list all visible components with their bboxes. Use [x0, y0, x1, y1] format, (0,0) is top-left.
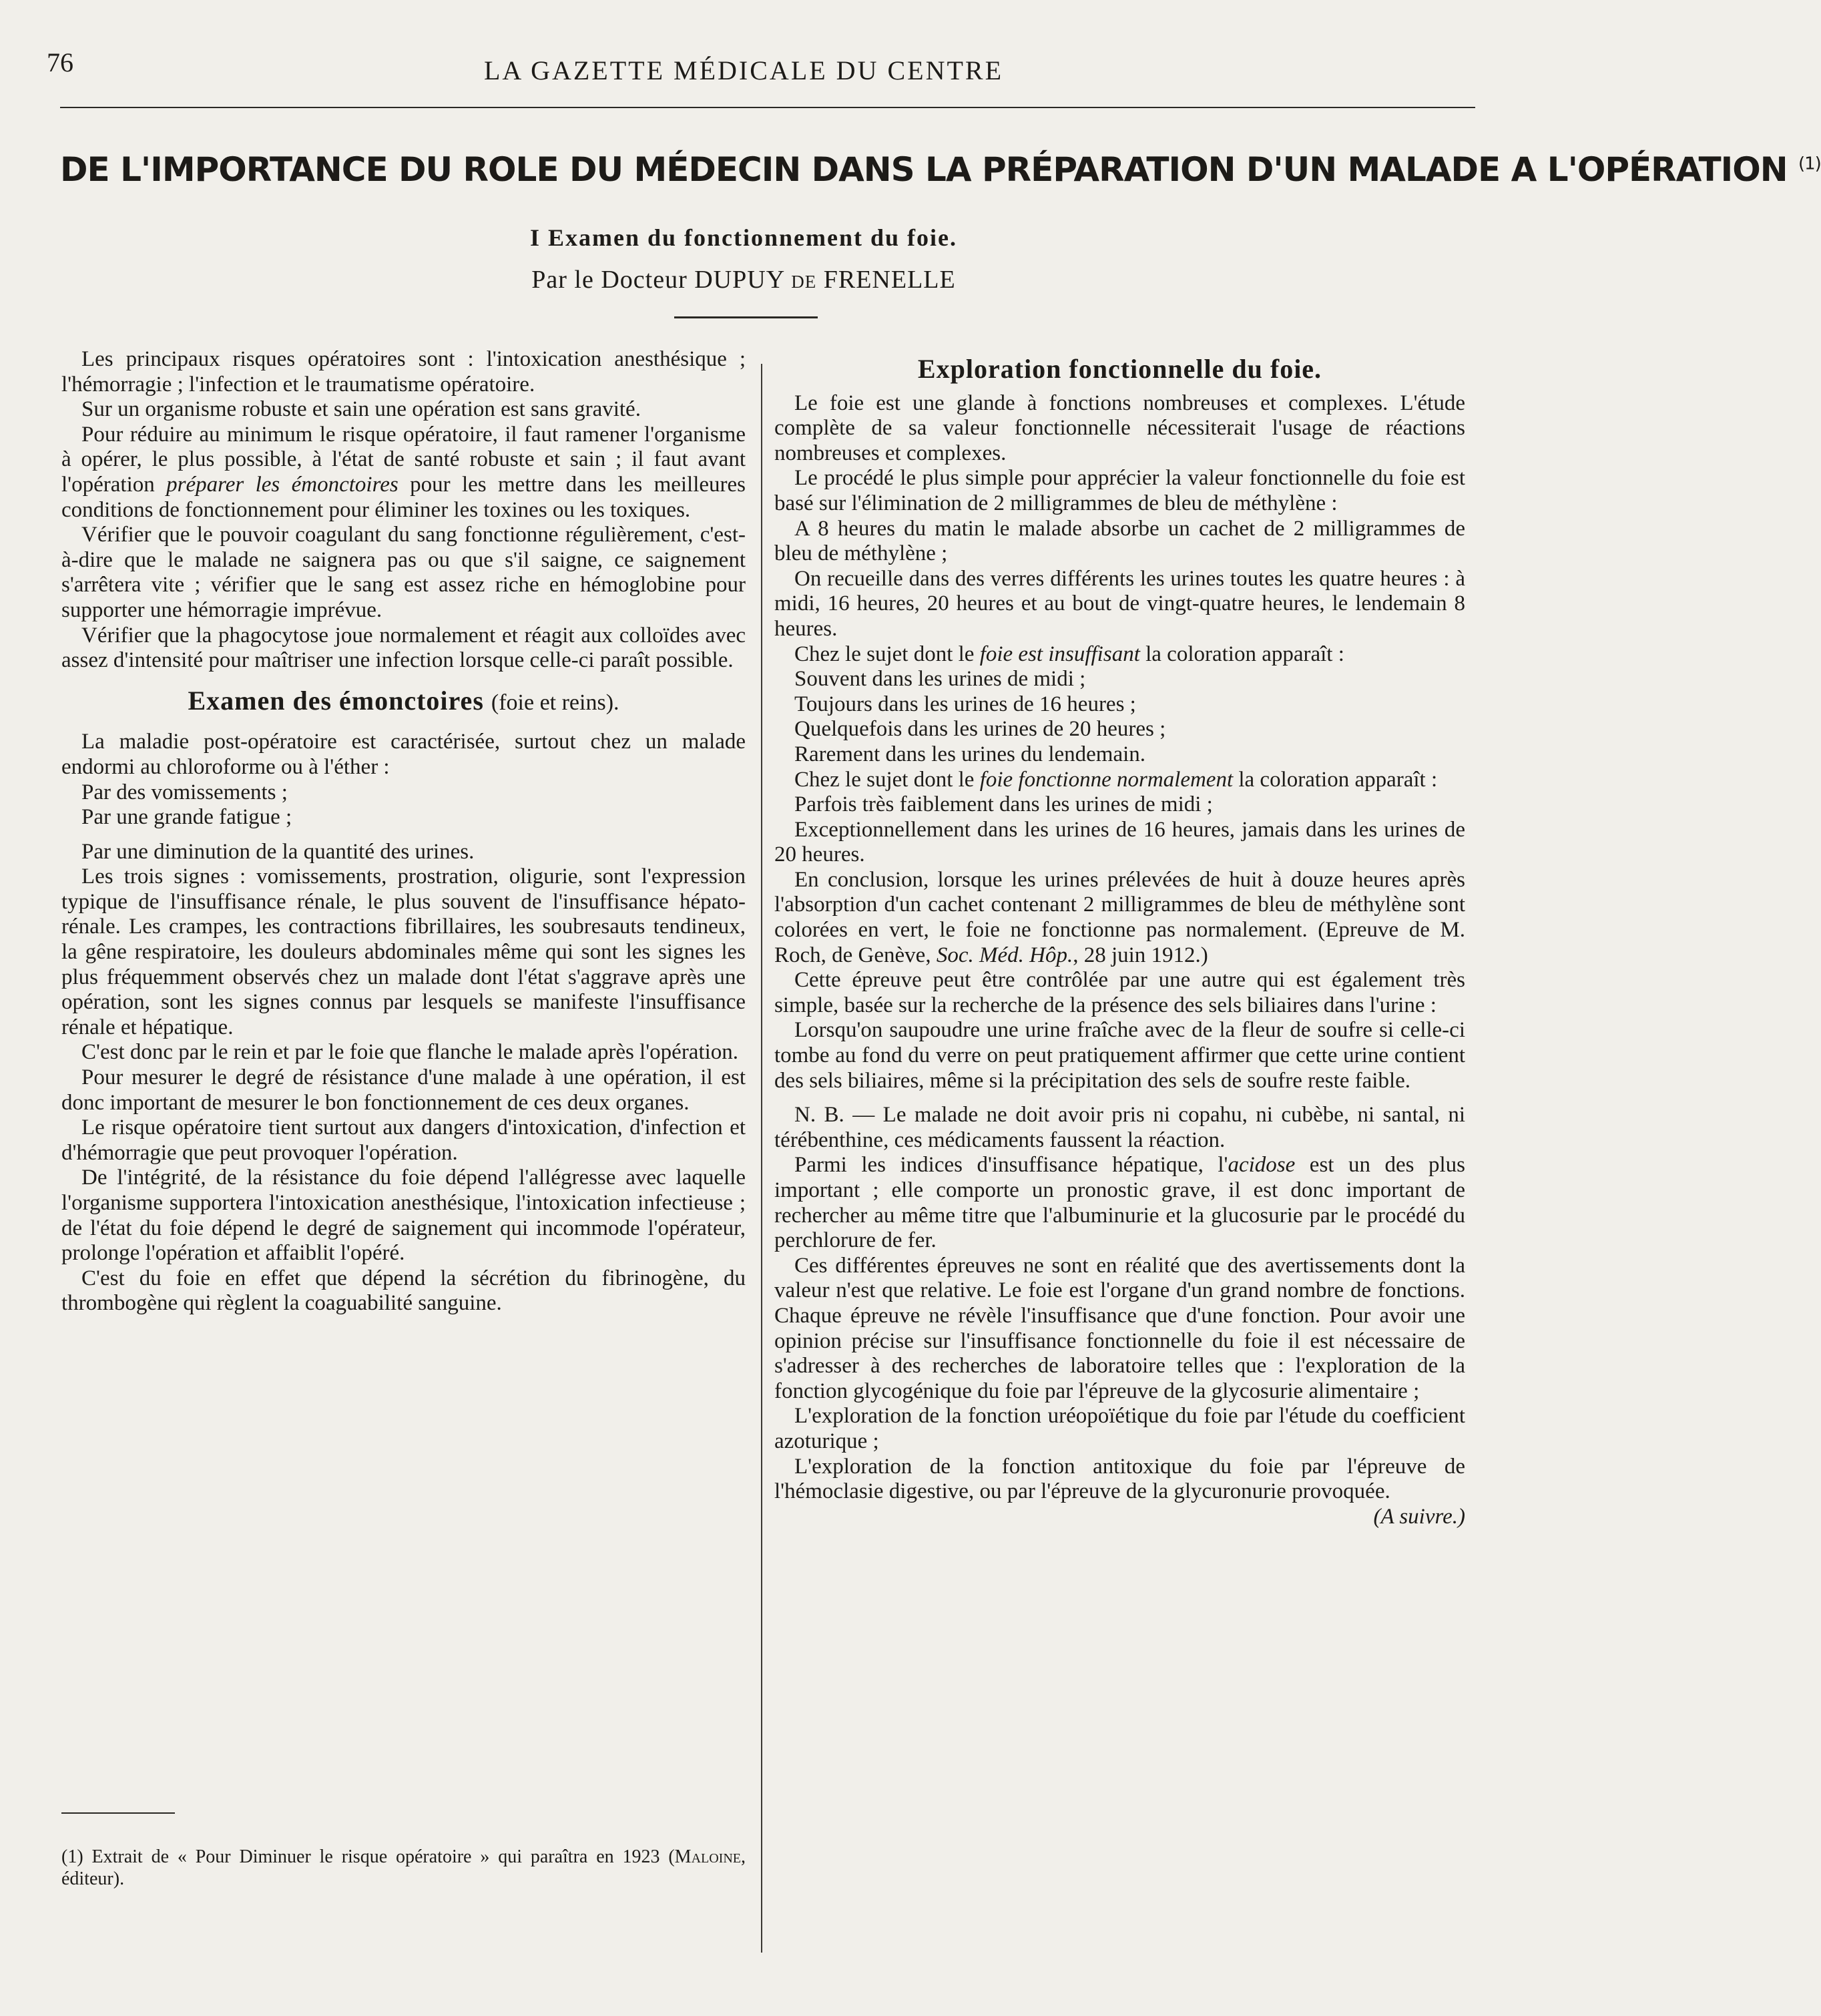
author-surname: FRENELLE: [823, 266, 956, 294]
list-item: Souvent dans les urines de midi ;: [794, 667, 1086, 692]
author-name: DUPUY: [694, 266, 784, 294]
coloration-list-insufficient: [774, 667, 1465, 767]
paragraph: Chez le sujet dont le foie est insuffisant la coloration apparaît :: [794, 642, 1344, 666]
article-title-text: DE L'IMPORTANCE DU ROLE DU MÉDECIN DANS LA PRÉPARATION D'UN MALADE A L'OPÉRATION: [60, 150, 1788, 189]
paragraph: Parmi les indices d'insuffisance hépatique, l'acidose est un des plus important ; elle comporte un pronostic grave, il est donc important de rechercher au même titre que l'albuminurie et la glucosurie par le procédé du perchlorure de fer.: [774, 1153, 1465, 1253]
section-heading-exploration: Exploration fonctionnelle du foie.: [917, 354, 1322, 384]
paragraph: Pour réduire au minimum le risque opératoire, il faut ramener l'organisme à opérer, le plus possible, à l'état de santé robuste et sain ; il faut avant l'opération préparer les émonctoires pour les mettre dans les meilleures conditions de fonctionnement pour éliminer les toxines ou les toxiques.: [61, 422, 746, 522]
article-title: [60, 150, 1821, 189]
nota-bene: N. B. — Le malade ne doit avoir pris ni copahu, ni cubèbe, ni santal, ni térébenthine, ces médicaments faussent la réaction.: [774, 1103, 1465, 1152]
paragraph: C'est donc par le rein et par le foie que flanche le malade après l'opération.: [81, 1040, 739, 1065]
emphasis: foie est insuffisant: [979, 642, 1140, 666]
list-item: Par une grande fatigue ;: [81, 805, 292, 830]
paragraph: Vérifier que la phagocytose joue normalement et réagit aux colloïdes avec assez d'intensité pour maîtriser une infection lorsque celle-ci paraît possible.: [61, 623, 746, 673]
paragraph: Cette épreuve peut être contrôlée par une autre qui est également très simple, basée sur la recherche de la présence des sels biliaires dans l'urine :: [774, 968, 1465, 1017]
to-be-continued: (A suivre.): [1373, 1504, 1465, 1529]
emphasis: préparer les émonctoires: [166, 472, 399, 497]
right-column: [774, 347, 1465, 1529]
paragraph: L'exploration de la fonction uréopoïétique du foie par l'étude du coefficient azoturique ;: [774, 1404, 1465, 1453]
footnote: (1) Extrait de « Pour Diminuer le risque opératoire » qui paraîtra en 1923 (Maloine, éditeur).: [61, 1846, 746, 1889]
paragraph: La maladie post-opératoire est caractérisée, surtout chez un malade endormi au chloroforme ou à l'éther :: [61, 730, 746, 779]
paragraph: Ces différentes épreuves ne sont en réalité que des avertissements dont la valeur n'est que relative. Le foie est l'organe d'un grand nombre de fonctions. Chaque épreuve ne révèle l'insuffisance que d'une fonction. Pour avoir une opinion précise sur l'insuffisance fonctionnelle du foie il est nécessaire de s'adresser à des recherches de laboratoire telles que : l'exploration de la fonction glycogénique du foie par l'épreuve de la glycosurie alimentaire ;: [774, 1253, 1465, 1403]
list-item: Toujours dans les urines de 16 heures ;: [794, 692, 1136, 716]
list-item: Rarement dans les urines du lendemain.: [794, 742, 1146, 766]
title-rule: [674, 316, 818, 318]
article-subtitle: I Examen du fonctionnement du foie.: [529, 224, 958, 251]
running-title: LA GAZETTE MÉDICALE DU CENTRE: [483, 55, 1003, 85]
left-column: [61, 347, 746, 1316]
emphasis: foie fonctionne normalement: [979, 767, 1234, 792]
citation: Soc. Méd. Hôp.: [936, 943, 1073, 967]
paragraph: Le foie est une glande à fonctions nombreuses et complexes. L'étude complète de sa valeur fonctionnelle nécessiterait l'usage de réactions nombreuses et complexes.: [774, 391, 1465, 465]
title-footnote-mark: (1): [1798, 154, 1821, 174]
paragraph: Le procédé le plus simple pour apprécier la valeur fonctionnelle du foie est basé sur l'élimination de 2 milligrammes de bleu de méthylène :: [774, 466, 1465, 515]
list-item: Par des vomissements ;: [81, 780, 288, 804]
list-item: Par une diminution de la quantité des urines.: [81, 839, 475, 864]
header-rule: [60, 107, 1475, 108]
paragraph: Sur un organisme robuste et sain une opération est sans gravité.: [81, 397, 641, 422]
list-item: Parfois très faiblement dans les urines de midi ;: [794, 792, 1213, 817]
symptom-list: [61, 780, 746, 865]
list-item: Exceptionnellement dans les urines de 16 heures, jamais dans les urines de 20 heures.: [774, 817, 1465, 867]
paragraph: De l'intégrité, de la résistance du foie dépend l'allégresse avec laquelle l'organisme supportera l'intoxication anesthésique, l'intoxication infectieuse ; de l'état du foie dépend le degré de saignement qui incommode l'opérateur, prolonge l'opération et affaiblit l'opéré.: [61, 1166, 746, 1266]
paragraph: L'exploration de la fonction antitoxique du foie par l'épreuve de l'hémoclasie digestive, ou par l'épreuve de la glycuronurie provoquée. (A suivre.): [774, 1454, 1465, 1529]
byline-prefix: Par le Docteur: [531, 266, 688, 294]
coloration-list-normal: [774, 792, 1465, 868]
paragraph: Le risque opératoire tient surtout aux dangers d'intoxication, d'infection et d'hémorragie que peut provoquer l'opération.: [61, 1115, 746, 1165]
paragraph: On recueille dans des verres différents les urines toutes les quatre heures : à midi, 16 heures, 20 heures et au bout de vingt-quatre heures, le lendemain 8 heures.: [774, 566, 1465, 641]
emphasis: acidose: [1228, 1153, 1296, 1178]
paragraph: Lorsqu'on saupoudre une urine fraîche avec de la fleur de soufre si celle-ci tombe au fond du verre on peut pratiquement affirmer que cette urine contient des sels biliaires, même si la précipitation des sels de soufre reste faible.: [774, 1018, 1465, 1093]
paragraph: Les trois signes : vomissements, prostration, oligurie, sont l'expression typique de l'insuffisance rénale, le plus souvent de l'insuffisance hépato-rénale. Les crampes, les contractions fibrillaires, les soubresauts tendineux, la gêne respiratoire, les douleurs abdominales même qui sont les signes les plus fréquemment observés chez un malade dont l'état s'aggrave après une opération, sont les signes connus par lesquels se manifeste l'insuffisance rénale et hépatique.: [61, 864, 746, 1039]
paragraph: Vérifier que le pouvoir coagulant du sang fonctionne régulièrement, c'est-à-dire que le malade ne saignera pas ou que s'il saigne, ce saignement s'arrêtera vite ; vérifier que le sang est assez riche en hémoglobine pour supporter une hémorragie imprévue.: [61, 523, 746, 622]
paragraph: Les principaux risques opératoires sont : l'intoxication anesthésique ; l'hémorragie ; l'infection et le traumatisme opératoire.: [61, 347, 746, 397]
paragraph: A 8 heures du matin le malade absorbe un cachet de 2 milligrammes de bleu de méthylène ;: [774, 516, 1465, 566]
byline: [0, 265, 1487, 294]
list-item: Quelquefois dans les urines de 20 heures ;: [794, 717, 1166, 742]
publisher-name: Maloine: [674, 1846, 741, 1867]
footnote-rule: [61, 1812, 175, 1814]
column-divider: [761, 364, 762, 1953]
section-heading-emonctoires: Examen des émonctoires (foie et reins).: [188, 685, 619, 716]
section-heading-note: (foie et reins).: [491, 690, 619, 715]
paragraph: C'est du foie en effet que dépend la sécrétion du fibrinogène, du thrombogène qui règlent la coaguabilité sanguine.: [61, 1266, 746, 1316]
page-number: 76: [47, 47, 73, 77]
paragraph: Pour mesurer le degré de résistance d'une malade à une opération, il est donc important de mesurer le bon fonctionnement de ces deux organes.: [61, 1065, 746, 1115]
paragraph: En conclusion, lorsque les urines prélevées de huit à douze heures après l'absorption d'un cachet contenant 2 milligrammes de bleu de méthylène sont colorées en vert, le foie ne fonctionne pas normalement. (Epreuve de M. Roch, de Genève, Soc. Méd. Hôp., 28 juin 1912.): [774, 867, 1465, 967]
author-particle: de: [791, 266, 817, 294]
paragraph: Chez le sujet dont le foie fonctionne normalement la coloration apparaît :: [794, 767, 1438, 792]
